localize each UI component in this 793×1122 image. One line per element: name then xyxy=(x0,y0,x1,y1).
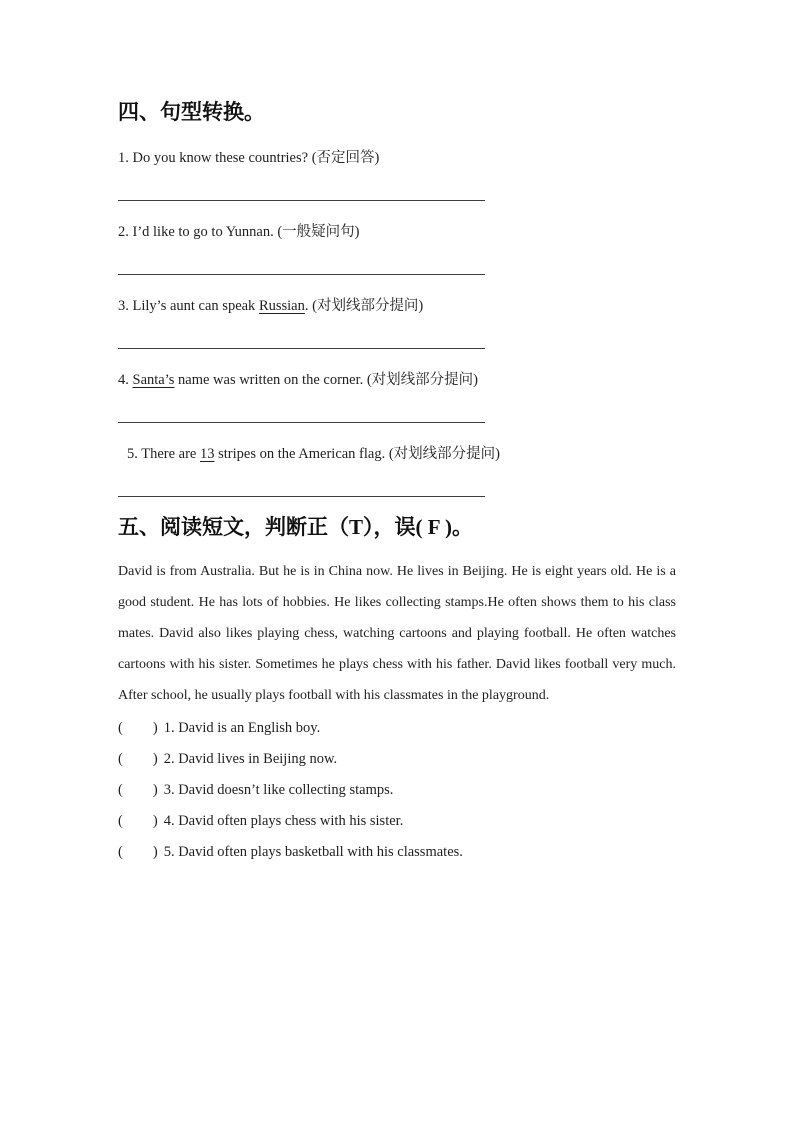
answer-blank-line xyxy=(118,496,485,497)
question-text: . (对划线部分提问) xyxy=(304,298,424,314)
question-text: 1. Do you know these countries? (否定回答) xyxy=(118,150,380,166)
passage-line: good student. He has lots of hobbies. He likes collecting stamps.He often shows them to his class xyxy=(118,595,676,610)
answer-paren-close: ) xyxy=(152,751,158,767)
section5-title: 五、阅读短文，判断正（T），误( F )。 xyxy=(118,515,474,539)
answer-paren-open: ( xyxy=(118,844,123,860)
tf-item-text: 4. David often plays chess with his sister. xyxy=(163,813,404,829)
passage-line: David is from Australia. But he is in China now. He lives in Beijing. He is eight years old. He is a xyxy=(118,564,676,579)
question-item xyxy=(118,445,676,463)
answer-blank-line xyxy=(118,422,485,423)
answer-paren-open: ( xyxy=(118,751,123,767)
tf-item xyxy=(118,837,676,868)
underlined-text: Russian xyxy=(258,298,305,314)
question-text: 5. There are xyxy=(127,446,200,462)
question-text: 2. I’d like to go to Yunnan. (一般疑问句) xyxy=(118,224,360,240)
question-item xyxy=(118,223,676,241)
tf-item xyxy=(118,806,676,837)
passage-line: mates. David also likes playing chess, watching cartoons and playing football. He often watches xyxy=(118,626,676,641)
answer-paren-open: ( xyxy=(118,782,123,798)
reading-passage xyxy=(118,556,676,711)
question-text: stripes on the American flag. (对划线部分提问) xyxy=(214,446,501,462)
answer-paren-close: ) xyxy=(152,720,158,736)
section4-title: 四、句型转换。 xyxy=(118,100,265,124)
question-text: name was written on the corner. (对划线部分提问) xyxy=(174,372,479,388)
question-item xyxy=(118,297,676,315)
question-text: 3. Lily’s aunt can speak xyxy=(118,298,259,314)
answer-paren-close: ) xyxy=(152,844,158,860)
tf-item-text: 2. David lives in Beijing now. xyxy=(163,751,338,767)
passage-line: After school, he usually plays football with his classmates in the playground. xyxy=(118,688,550,703)
question-item xyxy=(118,371,676,389)
answer-paren-close: ) xyxy=(152,813,158,829)
true-false-list xyxy=(118,713,676,868)
answer-paren-open: ( xyxy=(118,813,123,829)
underlined-text: 13 xyxy=(200,446,215,462)
answer-paren-close: ) xyxy=(152,782,158,798)
answer-blank-line xyxy=(118,274,485,275)
tf-item xyxy=(118,775,676,806)
passage-line: cartoons with his sister. Sometimes he plays chess with his father. David likes football very much. xyxy=(118,657,676,672)
question-text: 4. xyxy=(118,372,133,388)
tf-item-text: 5. David often plays basketball with his classmates. xyxy=(163,844,463,860)
answer-blank-line xyxy=(118,348,485,349)
tf-item-text: 1. David is an English boy. xyxy=(163,720,321,736)
answer-paren-open: ( xyxy=(118,720,123,736)
tf-item xyxy=(118,744,676,775)
tf-item xyxy=(118,713,676,744)
answer-blank-line xyxy=(118,200,485,201)
tf-item-text: 3. David doesn’t like collecting stamps. xyxy=(163,782,394,798)
underlined-text: Santa’s xyxy=(132,372,175,388)
section4-questions xyxy=(118,149,676,497)
question-item xyxy=(118,149,676,167)
